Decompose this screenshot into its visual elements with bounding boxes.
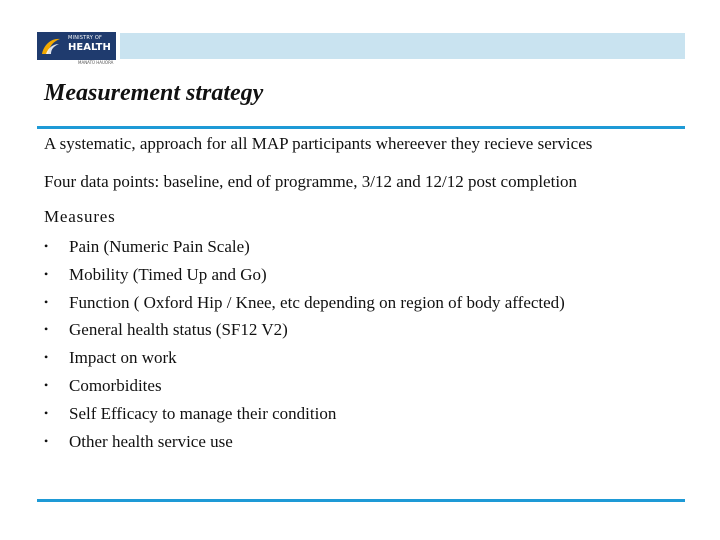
bullet-icon: • <box>44 405 49 420</box>
data-points-paragraph: Four data points: baseline, end of programme, 3/12 and 12/12 post completion <box>44 172 578 191</box>
measure-label: Pain (Numeric Pain Scale) <box>69 237 250 256</box>
bullet-icon: • <box>44 433 49 448</box>
bullet-icon: • <box>44 294 49 309</box>
measure-label: Impact on work <box>69 348 177 368</box>
list-item <box>44 372 565 400</box>
logo-text-big: HEALTH <box>68 42 111 53</box>
top-divider <box>37 126 685 129</box>
header-bar <box>120 33 685 59</box>
bottom-divider <box>37 499 685 502</box>
measure-label: General health status (SF12 V2) <box>69 320 288 340</box>
bullet-icon: • <box>44 239 49 253</box>
measures-list <box>44 233 565 455</box>
list-item <box>44 400 565 428</box>
bullet-icon: • <box>44 377 49 392</box>
list-item <box>44 344 565 372</box>
list-item <box>44 289 565 317</box>
measure-label: Self Efficacy to manage their condition <box>69 403 337 423</box>
measure-label: Other health service use <box>69 431 233 451</box>
bullet-icon: • <box>44 350 49 365</box>
list-item <box>44 428 565 456</box>
list-item <box>44 316 565 344</box>
list-item <box>44 261 565 289</box>
bullet-icon: • <box>44 322 49 337</box>
approach-paragraph: A systematic, approach for all MAP participants whereever they recieve services <box>44 134 593 153</box>
measure-label: Comorbidites <box>69 375 162 395</box>
slide-title: Measurement strategy <box>44 80 264 106</box>
ministry-logo <box>37 32 116 60</box>
koru-icon <box>40 36 62 56</box>
measure-label: Mobility (Timed Up and Go) <box>69 264 267 284</box>
logo-text-small: MINISTRY OF <box>68 35 103 41</box>
measure-label: Function ( Oxford Hip / Knee, etc depending on region of body affected) <box>69 292 565 312</box>
measures-heading: Measures <box>44 207 116 226</box>
logo-subtitle: MANATŪ HAUORA <box>78 60 114 65</box>
list-item <box>44 233 565 261</box>
bullet-icon: • <box>44 266 49 281</box>
